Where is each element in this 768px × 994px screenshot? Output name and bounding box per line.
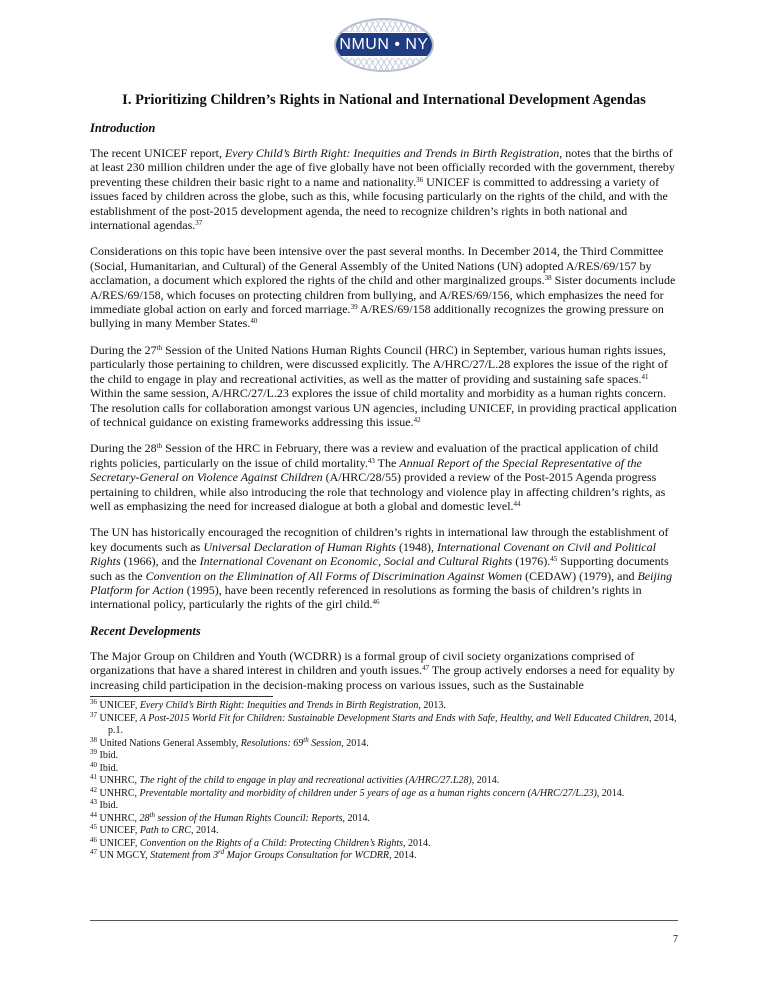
text-run: During the 28 [90, 441, 157, 456]
text-run: UN MGCY, [97, 850, 151, 861]
text-run: Supporting documents such as the [90, 554, 669, 583]
text-run: UNHRC, [97, 787, 140, 799]
recent-paragraph-1 [90, 649, 678, 692]
text-run: Session of the HRC in February, there was a review and evaluation of the practical application of child rights policies, particularly on the issue of child mortality. [90, 441, 659, 470]
footnote-ref[interactable]: 40 [250, 317, 258, 326]
report-title: Every Child’s Birth Right: Inequities and Trends in Birth Registration [224, 146, 560, 160]
text-run: , 2014, p.1. [108, 712, 677, 736]
footnote-38 [90, 735, 678, 751]
text-run: , 2014. [596, 787, 625, 799]
text-run: Considerations on this topic have been intensive over the past several months. In December 2014, the Third Committee (Social, Humanitarian, and Cultural) of the General Assembly of the United Nations (UN) adopted A/RES/69/157 by acclamation, a document which explored the rights of the child and other marginalized groups. [90, 244, 664, 288]
text-run: , 2014. [342, 812, 370, 824]
text-run: Ibid. [97, 800, 119, 811]
text-run: The [374, 455, 400, 470]
citation-title: Every Child’s Birth Right: Inequities and Trends in Birth Registration [139, 700, 419, 711]
footnote-number: 38 [90, 735, 97, 744]
introduction-heading: Introduction [90, 121, 156, 135]
text-run: UNICEF, [97, 837, 140, 849]
footnote-42 [90, 785, 678, 801]
footnote-number: 36 [90, 698, 97, 706]
footer-divider [90, 920, 678, 921]
footnote-ref[interactable]: 43 [367, 456, 375, 465]
footnote-43 [90, 800, 678, 813]
text-run: UNICEF, [97, 712, 140, 724]
citation-title: Path to CRC [139, 825, 191, 836]
text-run: UNHRC, [97, 775, 140, 786]
footnote-number: 43 [90, 798, 97, 806]
citation-title: Convention on the Rights of a Child: Protecting Children’s Rights [139, 837, 404, 849]
text-run: United Nations General Assembly, [97, 737, 241, 749]
footnote-ref[interactable]: 39 [350, 303, 358, 312]
text-run: Statement from 3 [150, 850, 219, 861]
footnote-ref[interactable]: 45 [550, 555, 558, 564]
text-run: , 2014. [341, 737, 369, 749]
text-run: session of the Human Rights Council: Reports [154, 812, 343, 824]
text-run: , 2014. [389, 850, 417, 861]
page-number: 7 [673, 934, 678, 945]
ordinal-suffix: rd [218, 848, 225, 856]
footnote-number: 41 [90, 773, 97, 781]
footnote-41 [90, 775, 678, 788]
footnote-39 [90, 750, 678, 763]
logo-mesh-bottom [336, 58, 432, 70]
footnote-ref[interactable]: 46 [372, 598, 380, 607]
text-run: UNICEF, [97, 700, 140, 711]
footnotes [90, 700, 678, 863]
document-title: Universal Declaration of Human Rights [203, 539, 396, 554]
text-run: UNICEF, [97, 825, 140, 836]
footnote-36 [90, 700, 678, 713]
document-title: Beijing Platform for Action [90, 568, 673, 597]
footnote-number: 39 [90, 748, 97, 756]
text-run: The Major Group on Children and Youth (WCDRR) is a formal group of civil society organizations comprised of organizations that have a shared interest in children and youth issues. [90, 648, 635, 678]
footnote-number: 37 [90, 710, 97, 719]
document-title: International Covenant on Civil and Political Rights [90, 539, 656, 569]
footnote-ref[interactable]: 47 [422, 664, 430, 673]
intro-paragraph-3 [90, 343, 678, 429]
text-run: Resolutions: 69 [240, 737, 304, 749]
text-run: 28 [139, 812, 150, 824]
text-run: The group actively endorses a need for equality by increasing child participation in the decision-making process on various issues, such as the Sustainable [90, 663, 676, 692]
footnote-46 [90, 835, 678, 851]
footnote-ref[interactable]: 36 [416, 175, 424, 184]
intro-paragraph-5 [90, 525, 678, 611]
intro-paragraph-1 [90, 146, 678, 232]
text-run: Within the same session, A/HRC/27/L.23 explores the issue of child mortality and morbidity as a human rights concern. The resolution calls for collaboration amongst various UN agencies, including UNICEF, in providing practical application of technical guidance on existing frameworks addressing this issue. [90, 386, 677, 429]
footnote-40 [90, 760, 678, 776]
text-run: (CEDAW) (1979), and [522, 568, 638, 583]
text-run: (1976). [512, 554, 551, 569]
text-run: Ibid. [97, 750, 119, 761]
intro-paragraph-4 [90, 441, 678, 513]
text-run: The UN has historically encouraged the recognition of children’s rights in international law through the establishment of key documents such as [90, 525, 669, 554]
text-run: (1995), have been recently referenced in resolutions as forming the basis of children’s rights in international policy, particularly the rights of the girl child. [90, 582, 642, 612]
text-run: , 2014. [403, 837, 431, 849]
text-run: (1966), and the [120, 554, 200, 569]
footnote-ref[interactable]: 41 [641, 372, 649, 381]
footnote-number: 47 [90, 848, 97, 856]
text-run: , 2014. [190, 825, 219, 836]
footnote-number: 44 [90, 810, 97, 819]
footnote-37 [90, 710, 678, 738]
text-run: During the 27 [90, 342, 157, 357]
logo-wrap [0, 18, 768, 77]
footnote-number: 40 [90, 760, 97, 769]
citation-title [150, 850, 389, 861]
nmun-ny-logo [334, 18, 434, 72]
citation-title: Preventable mortality and morbidity of children under 5 years of age as a human rights concern (A/HRC/27/L.23) [139, 787, 597, 799]
ordinal-suffix: th [149, 810, 155, 819]
text-run: (1948), [395, 539, 437, 554]
text-run: Sister documents include A/RES/69/158, which focuses on protecting children from bullying, and A/RES/69/156, which emphasizes the need for immediate global action on early and forced marriage. [90, 273, 676, 317]
footnote-ref[interactable]: 44 [513, 499, 521, 508]
text-run: Ibid. [97, 762, 119, 774]
footnote-number: 45 [90, 823, 97, 831]
citation-title [139, 810, 343, 824]
ordinal-suffix: th [156, 343, 163, 352]
footnote-ref[interactable]: 42 [413, 415, 421, 424]
document-title: International Covenant on Economic, Social and Cultural Rights [199, 554, 513, 569]
citation-title: The right of the child to engage in play and recreational activities (A/HRC/27.L28) [139, 775, 472, 786]
ordinal-suffix: th [303, 735, 309, 744]
document-body [90, 92, 678, 863]
footnote-ref[interactable]: 38 [544, 274, 552, 283]
text-run: UNICEF is committed to addressing a variety of issues faced by children across the globe, such as this, while focusing particularly on the rights of the child, and with the establishment of the post-2015 development agenda, the need to recognize children’s rights in both national and international agendas. [90, 174, 668, 233]
citation-title: A Post-2015 World Fit for Children: Sustainable Development Starts and Ends with Safe, Healthy, and Well Educated Children [139, 712, 649, 724]
footnote-45 [90, 825, 678, 838]
text-run: Major Groups Consultation for WCDRR [224, 850, 390, 861]
text-run: , 2013. [418, 700, 446, 711]
footnote-47 [90, 850, 678, 863]
text-run: A/RES/69/158 additionally recognizes the growing pressure on bullying in many Member States. [90, 302, 664, 331]
logo-text: NMUN • NY [336, 33, 432, 56]
ordinal-suffix: th [156, 442, 163, 451]
recent-developments-heading: Recent Developments [90, 623, 201, 638]
citation-title [240, 735, 342, 749]
text-run: , 2014. [471, 775, 500, 786]
footnote-ref[interactable]: 37 [195, 219, 203, 228]
footnote-number: 46 [90, 835, 97, 844]
report-title: Annual Report of the Special Representative of the Secretary-General on Violence Against Children [90, 455, 642, 485]
document-title: Convention on the Elimination of All Forms of Discrimination Against Women [145, 568, 523, 583]
text-run: Session [308, 737, 342, 749]
intro-paragraph-2 [90, 244, 678, 330]
text-run: (A/HRC/28/55) provided a review of the Post-2015 Agenda progress pertaining to children, while also introducing the role that technology and violence play in affecting children’s rights, as well as emphasizing the need for increased dialogue at both a global and domestic level. [90, 470, 666, 513]
text-run: UNHRC, [97, 812, 140, 824]
footnote-separator [90, 696, 273, 697]
text-run: , notes that the births of at least 230 million children under the age of five globally have not been officially recorded with the government, thereby preventing these children their basic right to a name and nationality. [90, 146, 675, 189]
text-run: The recent UNICEF report, [90, 146, 225, 160]
text-run: Session of the United Nations Human Rights Council (HRC) in September, various human rights issues, particularly those pertaining to children, were discussed explicitly. The A/HRC/27/L.28 explores the issue of the right of the child to engage in play and recreational activities, as well as the matter of providing and sustaining safe spaces. [90, 342, 668, 386]
logo-mesh-top [336, 20, 432, 32]
footnote-44 [90, 810, 678, 826]
section-title: I. Prioritizing Children’s Rights in National and International Development Agendas [122, 92, 646, 108]
footnote-number: 42 [90, 785, 97, 794]
